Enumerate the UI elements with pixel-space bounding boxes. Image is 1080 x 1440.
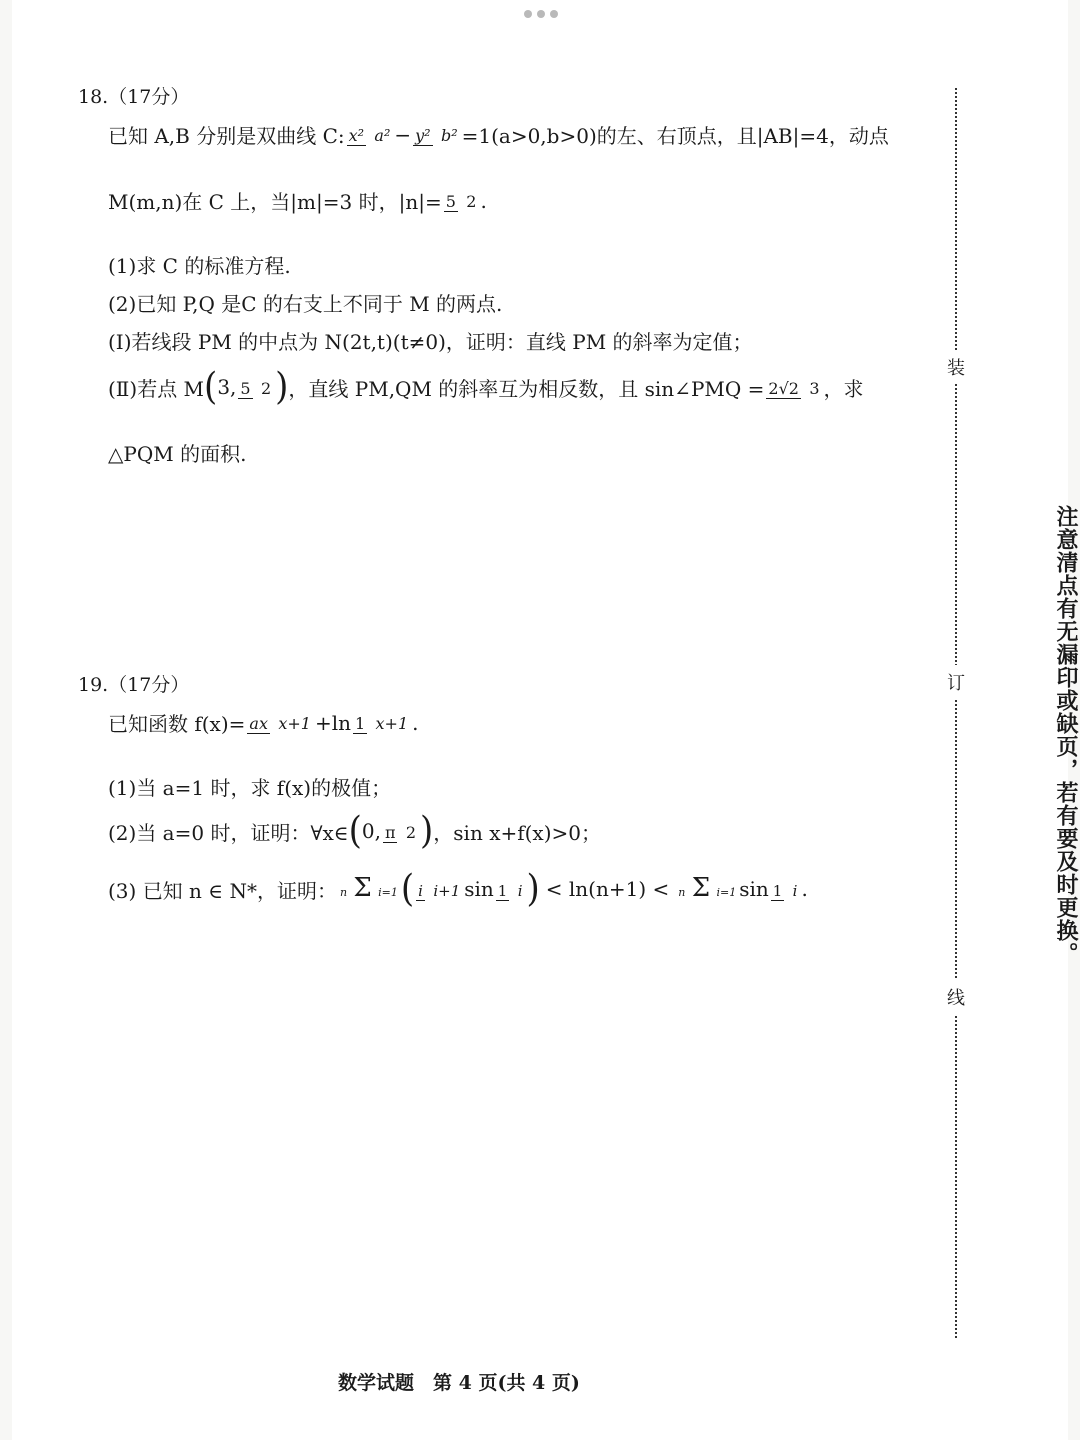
q18-part-2-ii: (Ⅱ)若点 M ( 3, 5 2 ) ，直线 PM,QM 的斜率互为相反数，且 sin∠PMQ = 2√2 3 ，求 bbox=[108, 365, 864, 409]
question-18-heading: 18.（17分） bbox=[78, 86, 190, 108]
numerator: 5 bbox=[240, 378, 251, 398]
q18-line-1: 已知 A,B 分别是双曲线 C: x² a² − y² b² =1(a>0,b>0)的左、右顶点，且|AB|=4，动点 bbox=[108, 120, 889, 149]
question-19-heading: 19.（17分） bbox=[78, 674, 190, 696]
q19-text: 0, bbox=[361, 819, 381, 843]
fraction-pi-over-2 bbox=[383, 821, 418, 842]
denominator: i bbox=[792, 881, 798, 900]
q18-text: . bbox=[480, 188, 487, 213]
numerator: 5 bbox=[445, 192, 456, 211]
q19-text: 已知函数 f(x)= bbox=[108, 712, 246, 736]
denominator: i bbox=[517, 881, 523, 900]
denominator: i+1 bbox=[433, 881, 461, 900]
sum-lower-limit: i=1 bbox=[378, 886, 398, 900]
q19-part-1: (1)当 a=1 时，求 f(x)的极值； bbox=[108, 776, 392, 800]
fraction-y2-b2 bbox=[413, 124, 459, 145]
numerator: 1 bbox=[354, 714, 366, 733]
numerator: y² bbox=[415, 126, 431, 145]
fraction-2root2-over-3 bbox=[766, 377, 821, 398]
more-options-icon[interactable] bbox=[524, 10, 558, 18]
denominator: x+1 bbox=[278, 714, 311, 733]
numerator: x² bbox=[348, 126, 365, 145]
numerator: 1 bbox=[497, 881, 508, 900]
sin-text: sin bbox=[739, 877, 769, 901]
q18-part-1: (1)求 C 的标准方程. bbox=[108, 254, 291, 278]
binding-dotted-line bbox=[955, 88, 957, 1338]
q19-text: . bbox=[412, 710, 419, 735]
q18-text: ，直线 PM,QM 的斜率互为相反数，且 sin∠PMQ = bbox=[288, 376, 765, 401]
q18-part-2-ii-continued: △PQM 的面积. bbox=[108, 442, 247, 466]
sigma: Σ bbox=[691, 873, 711, 904]
q19-text: < ln(n+1) < bbox=[545, 877, 670, 901]
q18-text: 3, bbox=[217, 375, 237, 399]
fraction-1-over-x1 bbox=[353, 712, 410, 733]
numerator: 1 bbox=[772, 881, 783, 900]
denominator: x+1 bbox=[375, 714, 409, 733]
q18-text: ，求 bbox=[823, 376, 864, 401]
sum-upper-limit: n bbox=[339, 886, 348, 900]
denominator: 2 bbox=[405, 822, 417, 842]
q18-text: 已知 A,B 分别是双曲线 C: bbox=[108, 124, 345, 148]
numerator: π bbox=[384, 822, 396, 842]
denominator: 2 bbox=[466, 192, 477, 211]
q19-part-2: (2)当 a=0 时，证明：∀x∈ ( 0, π 2 ) ，sin x+f(x)>0； bbox=[108, 809, 602, 853]
fraction-five-halves bbox=[238, 377, 273, 398]
side-note: 注意清点有无漏印或缺页，若有要及时更换。 bbox=[1053, 505, 1078, 965]
q18-part-2-i: (Ⅰ)若线段 PM 的中点为 N(2t,t)(t≠0)，证明：直线 PM 的斜率为定值； bbox=[108, 330, 753, 354]
fraction-1-over-i bbox=[496, 879, 525, 900]
binding-label-ding: 订 bbox=[945, 665, 967, 699]
denominator: 3 bbox=[809, 378, 820, 398]
sin-text: sin bbox=[464, 877, 494, 901]
sigma: Σ bbox=[353, 873, 372, 904]
fraction-1-over-i bbox=[771, 879, 800, 900]
q19-text: (2)当 a=0 时，证明：∀x∈ bbox=[108, 820, 349, 845]
numerator: i bbox=[418, 881, 423, 900]
q18-text: (Ⅱ)若点 M bbox=[108, 376, 205, 401]
q18-line-2 bbox=[108, 186, 487, 215]
q19-part-3: (3) 已知 n ∈ N*，证明： n Σ i=1 ( i i+1 sin 1 i ) < ln(n+1) < n Σ i=1 sin 1 i . bbox=[108, 867, 808, 911]
numerator: ax bbox=[249, 714, 268, 733]
denominator: a² bbox=[374, 126, 391, 145]
page-footer: 数学试题 第 4 页(共 4 页) bbox=[338, 1372, 580, 1394]
summation-symbol bbox=[339, 873, 398, 904]
q19-text: (3) 已知 n ∈ N*，证明： bbox=[108, 878, 337, 903]
sum-lower-limit: i=1 bbox=[716, 886, 737, 900]
q19-text: . bbox=[801, 877, 808, 901]
numerator: 2√2 bbox=[768, 378, 799, 398]
q19-line-1 bbox=[108, 708, 419, 737]
fraction-i-over-i1 bbox=[416, 879, 462, 900]
q18-text: M(m,n)在 C 上，当|m|=3 时，|n|= bbox=[108, 190, 442, 214]
q18-part-2: (2)已知 P,Q 是C 的右支上不同于 M 的两点. bbox=[108, 292, 503, 316]
sum-upper-limit: n bbox=[678, 886, 686, 900]
denominator: b² bbox=[440, 126, 458, 145]
q19-text: +ln bbox=[314, 710, 351, 735]
summation-symbol bbox=[678, 873, 737, 904]
fraction-five-halves bbox=[444, 190, 479, 211]
fraction-x2-a2 bbox=[347, 124, 393, 145]
q19-text: ，sin x+f(x)>0； bbox=[433, 820, 602, 845]
binding-label-zhuang: 装 bbox=[945, 350, 967, 384]
fraction-ax-over-x1 bbox=[247, 712, 313, 733]
binding-label-xian: 线 bbox=[945, 980, 967, 1014]
denominator: 2 bbox=[260, 378, 272, 398]
q18-text: =1(a>0,b>0)的左、右顶点，且|AB|=4，动点 bbox=[461, 124, 889, 148]
